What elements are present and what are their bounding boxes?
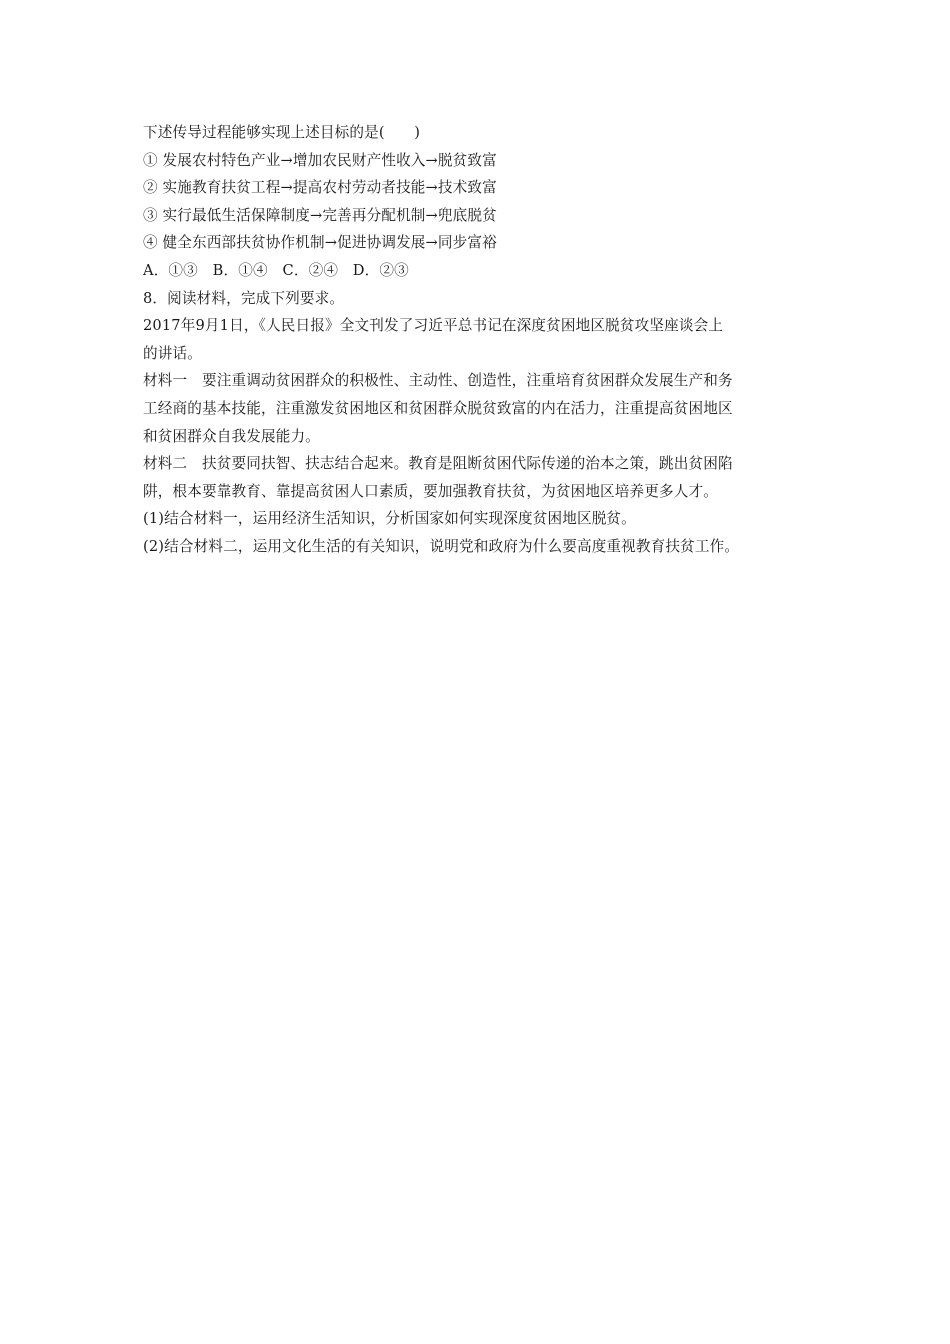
intro-line: 2017年9月1日，《人民日报》全文刊发了习近平总书记在深度贫困地区脱贫攻坚座谈会上	[143, 317, 724, 335]
option-item-1: ① 发展农村特色产业→增加农民财产性收入→脱贫致富	[143, 151, 497, 169]
intro-line: 的讲话。	[143, 344, 202, 362]
answer-choices: A．①③ B．①④ C．②④ D．②③	[143, 261, 409, 279]
question-stem: 下述传导过程能够实现上述目标的是( )	[143, 124, 421, 141]
sub-question-1: (1)结合材料一，运用经济生活知识，分析国家如何实现深度贫困地区脱贫。	[143, 510, 636, 528]
material-one-line: 工经商的基本技能，注重激发贫困地区和贫困群众脱贫致富的内在活力，注重提高贫困地区	[143, 399, 733, 417]
option-item-2: ② 实施教育扶贫工程→提高农村劳动者技能→技术致富	[143, 179, 497, 197]
question-8-title: 8．阅读材料，完成下列要求。	[143, 289, 345, 307]
document-page	[143, 119, 843, 561]
material-one-line: 和贫困群众自我发展能力。	[143, 427, 320, 445]
option-item-4: ④ 健全东西部扶贫协作机制→促进协调发展→同步富裕	[143, 234, 497, 252]
material-two-line: 阱，根本要靠教育、靠提高贫困人口素质，要加强教育扶贫，为贫困地区培养更多人才。	[143, 482, 719, 500]
material-two	[143, 450, 843, 505]
material-one	[143, 367, 843, 450]
material-one-line: 材料一 要注重调动贫困群众的积极性、主动性、创造性，注重培育贫困群众发展生产和务	[143, 372, 733, 390]
option-item-3: ③ 实行最低生活保障制度→完善再分配机制→兜底脱贫	[143, 206, 497, 224]
material-two-line: 材料二 扶贫要同扶智、扶志结合起来。教育是阻断贫困代际传递的治本之策，跳出贫困陷	[143, 455, 733, 473]
question-8-intro	[143, 312, 843, 367]
sub-question-2: (2)结合材料二，运用文化生活的有关知识，说明党和政府为什么要高度重视教育扶贫工作。	[143, 537, 740, 555]
